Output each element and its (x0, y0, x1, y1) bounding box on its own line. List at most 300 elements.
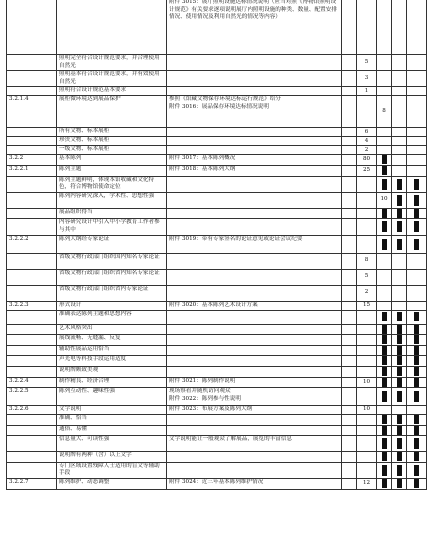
score-mark (397, 209, 402, 218)
score-mark (397, 391, 402, 402)
blank-cell (342, 253, 357, 269)
item-number: 3.2.2.1 (7, 165, 57, 176)
score-level-b (392, 415, 407, 426)
table-row (7, 137, 427, 146)
max-score (357, 366, 377, 377)
blank-cell (342, 285, 357, 301)
max-score: 12 (357, 479, 377, 490)
item-number (7, 71, 57, 87)
score-level-c (407, 235, 427, 253)
criterion-text (57, 0, 167, 55)
score-level-c (407, 436, 427, 452)
evidence-note: 附件 3024：近三年基本陈列维护情况 (167, 479, 342, 490)
score-level-b (392, 301, 407, 310)
score-level-a (377, 137, 392, 146)
max-score: 4 (357, 137, 377, 146)
score-mark (414, 312, 419, 321)
evidence-note (167, 192, 342, 208)
score-level-c (407, 301, 427, 310)
item-number: 3.2.2.5 (7, 388, 57, 406)
item-number (7, 452, 57, 463)
score-mark (414, 378, 419, 387)
table-row (7, 96, 427, 128)
score-level-b (392, 345, 407, 356)
blank-cell (342, 192, 357, 208)
score-level-b (392, 452, 407, 463)
table-row (7, 415, 427, 426)
score-mark (414, 426, 419, 435)
score-level-a (377, 269, 392, 285)
score-level-a (377, 425, 392, 436)
score-level-a (377, 128, 392, 137)
evidence-note (167, 176, 342, 192)
criterion-text: 陈列主题 (57, 165, 167, 176)
score-level-c (407, 146, 427, 155)
criterion-text: 展柜微环境达到展品保护 (57, 96, 167, 128)
score-level-a (377, 366, 392, 377)
score-level-c (407, 155, 427, 166)
blank-cell (342, 219, 357, 235)
criterion-text: 通俗、易懂 (57, 425, 167, 436)
item-number: 3.2.2.6 (7, 406, 57, 415)
item-number (7, 345, 57, 356)
table-row (7, 192, 427, 208)
score-level-c (407, 0, 427, 55)
score-level-a (377, 146, 392, 155)
item-number (7, 415, 57, 426)
table-row (7, 436, 427, 452)
item-number (7, 137, 57, 146)
evidence-note: 附件 3015：展厅照明设施达标情况说明（应当对照《博物馆照明设计规范》有关要求逐项说明展厅内照明设施的种类、数量、配置安排情况、使用情况及利用自然光的情况等内容） (167, 0, 342, 55)
item-number (7, 269, 57, 285)
score-level-a (377, 208, 392, 219)
blank-cell (342, 71, 357, 87)
max-score (357, 176, 377, 192)
score-mark (382, 166, 387, 175)
score-level-b (392, 310, 407, 324)
max-score (357, 324, 377, 335)
item-number (7, 436, 57, 452)
evidence-note (167, 146, 342, 155)
score-level-a (377, 165, 392, 176)
score-mark (397, 438, 402, 449)
item-number: 3.2.2.3 (7, 301, 57, 310)
score-level-c (407, 452, 427, 463)
score-level-c (407, 87, 427, 96)
score-mark (382, 426, 387, 435)
score-level-b (392, 479, 407, 490)
blank-cell (342, 462, 357, 478)
evidence-note (167, 310, 342, 324)
score-mark (382, 452, 387, 461)
score-level-b (392, 406, 407, 415)
table-row (7, 235, 427, 253)
evidence-note (167, 87, 342, 96)
score-level-a (377, 335, 392, 346)
score-level-b (392, 366, 407, 377)
evidence-note (167, 219, 342, 235)
evidence-note (167, 462, 342, 478)
score-level-a (377, 406, 392, 415)
evidence-note: 附件 3017：基本陈列概况 (167, 155, 342, 166)
score-level-c (407, 356, 427, 367)
score-mark (382, 335, 387, 344)
criterion-text: 照明完全符合设计规范要求，并合理使用自然光 (57, 55, 167, 71)
table-row (7, 452, 427, 463)
score-level-a (377, 345, 392, 356)
score-level-c (407, 137, 427, 146)
max-score: 25 (357, 165, 377, 176)
criterion-text: 照明基本符合设计规范要求，并有效使用自然光 (57, 71, 167, 87)
evidence-note (167, 285, 342, 301)
blank-cell (342, 366, 357, 377)
max-score: 15 (357, 301, 377, 310)
score-mark (414, 479, 419, 488)
score-mark (382, 221, 387, 232)
max-score (357, 436, 377, 452)
blank-cell (342, 345, 357, 356)
blank-cell (342, 146, 357, 155)
table-row (7, 71, 427, 87)
score-level-b (392, 235, 407, 253)
score-mark (397, 367, 402, 376)
item-number: 3.2.2.7 (7, 479, 57, 490)
max-score (357, 388, 377, 406)
score-mark (397, 239, 402, 250)
criterion-text: 展线流畅、无缝漏、反复 (57, 335, 167, 346)
score-mark (382, 209, 387, 218)
item-number (7, 366, 57, 377)
score-level-a (377, 176, 392, 192)
evidence-note: 文字说明能让一般观众了解展品，展览的丰富信息 (167, 436, 342, 452)
max-score: 3 (357, 71, 377, 87)
score-mark (397, 479, 402, 488)
score-level-a (377, 436, 392, 452)
score-mark (397, 335, 402, 344)
score-level-b (392, 128, 407, 137)
criterion-text: 准确表达陈列主题和思想内容 (57, 310, 167, 324)
score-mark (397, 415, 402, 424)
evidence-note (167, 137, 342, 146)
score-level-b (392, 269, 407, 285)
blank-cell (342, 87, 357, 96)
score-level-a (377, 55, 392, 71)
criterion-text: 省级文物行政部门组织省内知名专家论证 (57, 269, 167, 285)
score-level-b (392, 285, 407, 301)
score-level-b (392, 192, 407, 208)
score-level-c (407, 253, 427, 269)
item-number (7, 55, 57, 71)
score-level-c (407, 462, 427, 478)
table-row (7, 128, 427, 137)
blank-cell (342, 479, 357, 490)
score-level-c (407, 55, 427, 71)
item-number: 3.2.2.2 (7, 235, 57, 253)
score-level-a (377, 155, 392, 166)
table-row (7, 310, 427, 324)
score-level-c (407, 310, 427, 324)
evidence-note: 附件 3019：带有专家签名的论证意见或论证会议纪要 (167, 235, 342, 253)
score-level-a (377, 377, 392, 388)
score-mark (382, 415, 387, 424)
score-mark (414, 221, 419, 232)
criterion-text: 说明牌有两种（含）以上文字 (57, 452, 167, 463)
score-level-c (407, 388, 427, 406)
table-row (7, 176, 427, 192)
score-mark (382, 346, 387, 355)
item-number (7, 146, 57, 155)
criterion-text: 辅助性展品运用恰当 (57, 345, 167, 356)
blank-cell (342, 155, 357, 166)
table-row (7, 146, 427, 155)
item-number: 3.2.2 (7, 155, 57, 166)
score-level-b (392, 253, 407, 269)
score-level-a (377, 192, 392, 208)
score-level-c (407, 345, 427, 356)
score-mark (414, 465, 419, 476)
score-level-b (392, 219, 407, 235)
blank-cell (342, 235, 357, 253)
max-score (357, 415, 377, 426)
score-level-c (407, 165, 427, 176)
score-level-a (377, 71, 392, 87)
score-level-b (392, 388, 407, 406)
table-row (7, 377, 427, 388)
score-mark (397, 346, 402, 355)
criterion-text: 说明牌颇致美观 (57, 366, 167, 377)
blank-cell (342, 137, 357, 146)
max-score: 10 (357, 377, 377, 388)
item-number: 3.2.1.4 (7, 96, 57, 128)
score-level-c (407, 71, 427, 87)
score-mark (382, 378, 387, 387)
score-level-c (407, 269, 427, 285)
max-score: 10 (357, 406, 377, 415)
score-level-b (392, 436, 407, 452)
evidence-note: 附件 3021：陈列制作说明 (167, 377, 342, 388)
criterion-text: 陈列互动性、趣味性强 (57, 388, 167, 406)
max-score (357, 452, 377, 463)
blank-cell (342, 176, 357, 192)
table-row (7, 462, 427, 478)
score-mark (414, 179, 419, 190)
score-level-b (392, 137, 407, 146)
table-row (7, 425, 427, 436)
criterion-text: 所有文物、标本展柜 (57, 128, 167, 137)
criterion-text: 照明符合设计规范基本要求 (57, 87, 167, 96)
blank-cell (342, 377, 357, 388)
evidence-note (167, 128, 342, 137)
evidence-note (167, 356, 342, 367)
max-score: 5 (357, 55, 377, 71)
score-level-c (407, 324, 427, 335)
max-score (357, 192, 377, 208)
score-level-a (377, 253, 392, 269)
score-level-b (392, 96, 407, 128)
score-mark (397, 356, 402, 365)
score-level-a (377, 96, 392, 128)
score-level-a (377, 0, 392, 55)
table-row (7, 285, 427, 301)
max-score (357, 0, 377, 55)
blank-cell (342, 425, 357, 436)
score-level-a (377, 324, 392, 335)
max-score: 80 (357, 155, 377, 166)
score-mark (382, 155, 387, 164)
evidence-note (167, 253, 342, 269)
score-mark (414, 438, 419, 449)
score-mark (397, 221, 402, 232)
score-level-c (407, 406, 427, 415)
score-level-c (407, 425, 427, 436)
max-score (357, 335, 377, 346)
blank-cell (342, 301, 357, 310)
score-level-a (377, 301, 392, 310)
table-row (7, 87, 427, 96)
evidence-note: 附件 3023：布展方案及陈列大纲 (167, 406, 342, 415)
score-level-a (377, 462, 392, 478)
score-level-b (392, 335, 407, 346)
score-mark (382, 479, 387, 488)
blank-cell (342, 165, 357, 176)
score-level-c (407, 285, 427, 301)
item-number (7, 192, 57, 208)
score-level-a (377, 479, 392, 490)
table-row (7, 335, 427, 346)
score-mark (414, 239, 419, 250)
score-mark (397, 179, 402, 190)
table-row (7, 301, 427, 310)
criterion-text: 珍贵文物、标本展柜 (57, 137, 167, 146)
item-number (7, 324, 57, 335)
score-mark (414, 346, 419, 355)
score-level-a (377, 219, 392, 235)
score-level-c (407, 176, 427, 192)
item-number (7, 0, 57, 55)
criterion-text: 形式设计 (57, 301, 167, 310)
score-level-c (407, 377, 427, 388)
score-level-b (392, 155, 407, 166)
table-row (7, 479, 427, 490)
evidence-note (167, 269, 342, 285)
evidence-note (167, 452, 342, 463)
criterion-text: 陈列内容研究深入，学术性、思想性强 (57, 192, 167, 208)
evidence-note: 现场察看并随机访问观众 附件 3022：陈列参与性说明 (167, 388, 342, 406)
blank-cell (342, 310, 357, 324)
table-row (7, 55, 427, 71)
criterion-text: 信息量大、可读性强 (57, 436, 167, 452)
evidence-note (167, 71, 342, 87)
score-mark (397, 465, 402, 476)
score-mark (397, 452, 402, 461)
item-number (7, 176, 57, 192)
score-level-c (407, 208, 427, 219)
table-row (7, 356, 427, 367)
score-level-b (392, 55, 407, 71)
score-level-c (407, 192, 427, 208)
score-level-c (407, 415, 427, 426)
score-level-b (392, 176, 407, 192)
blank-cell (342, 96, 357, 128)
max-score: 2 (357, 146, 377, 155)
evidence-note (167, 55, 342, 71)
score-level-c (407, 366, 427, 377)
criterion-text: 陈列大纲经专家论证 (57, 235, 167, 253)
table-row (7, 219, 427, 235)
criterion-text: 省级文物行政部门组织国内知名专家论证 (57, 253, 167, 269)
score-level-a (377, 415, 392, 426)
score-mark (382, 438, 387, 449)
max-score: 1 (357, 87, 377, 96)
max-score (357, 310, 377, 324)
blank-cell (342, 55, 357, 71)
criterion-text: 陈列维护、动态调整 (57, 479, 167, 490)
score-level-b (392, 324, 407, 335)
score-mark (414, 209, 419, 218)
criterion-text: 省级文物行政部门组织省内专家论证 (57, 285, 167, 301)
blank-cell (342, 406, 357, 415)
criterion-text: 展品组织得当 (57, 208, 167, 219)
blank-cell (342, 128, 357, 137)
max-score (357, 462, 377, 478)
blank-cell (342, 436, 357, 452)
score-mark (414, 367, 419, 376)
score-mark (414, 195, 419, 206)
score-level-a (377, 310, 392, 324)
score-mark (382, 312, 387, 321)
item-number (7, 128, 57, 137)
criterion-text: 内容研究设计中引入中小学教育工作者参与其中 (57, 219, 167, 235)
max-score (357, 235, 377, 253)
score-level-b (392, 165, 407, 176)
max-score (357, 96, 377, 128)
max-score (357, 425, 377, 436)
score-mark (382, 367, 387, 376)
score-level-c (407, 96, 427, 128)
score-mark (382, 325, 387, 334)
blank-cell (342, 269, 357, 285)
score-level-b (392, 71, 407, 87)
criterion-text: 基本陈列 (57, 155, 167, 166)
table-row (7, 269, 427, 285)
blank-cell (342, 324, 357, 335)
score-level-a (377, 356, 392, 367)
evidence-note (167, 324, 342, 335)
item-number (7, 425, 57, 436)
blank-cell (342, 335, 357, 346)
score-level-b (392, 425, 407, 436)
item-number (7, 335, 57, 346)
score-level-a (377, 388, 392, 406)
score-level-b (392, 146, 407, 155)
score-level-a (377, 452, 392, 463)
table-row (7, 253, 427, 269)
score-level-c (407, 219, 427, 235)
evidence-note (167, 425, 342, 436)
score-level-b (392, 356, 407, 367)
criterion-text: 制作精良、经济合理 (57, 377, 167, 388)
max-score (357, 219, 377, 235)
evidence-note: 附件 3018：基本陈列大纲 (167, 165, 342, 176)
score-level-b (392, 462, 407, 478)
score-level-c (407, 128, 427, 137)
score-level-b (392, 208, 407, 219)
blank-cell (342, 0, 357, 55)
score-mark (397, 378, 402, 387)
score-mark (382, 391, 387, 402)
item-number: 3.2.2.4 (7, 377, 57, 388)
evaluation-table (6, 0, 427, 490)
